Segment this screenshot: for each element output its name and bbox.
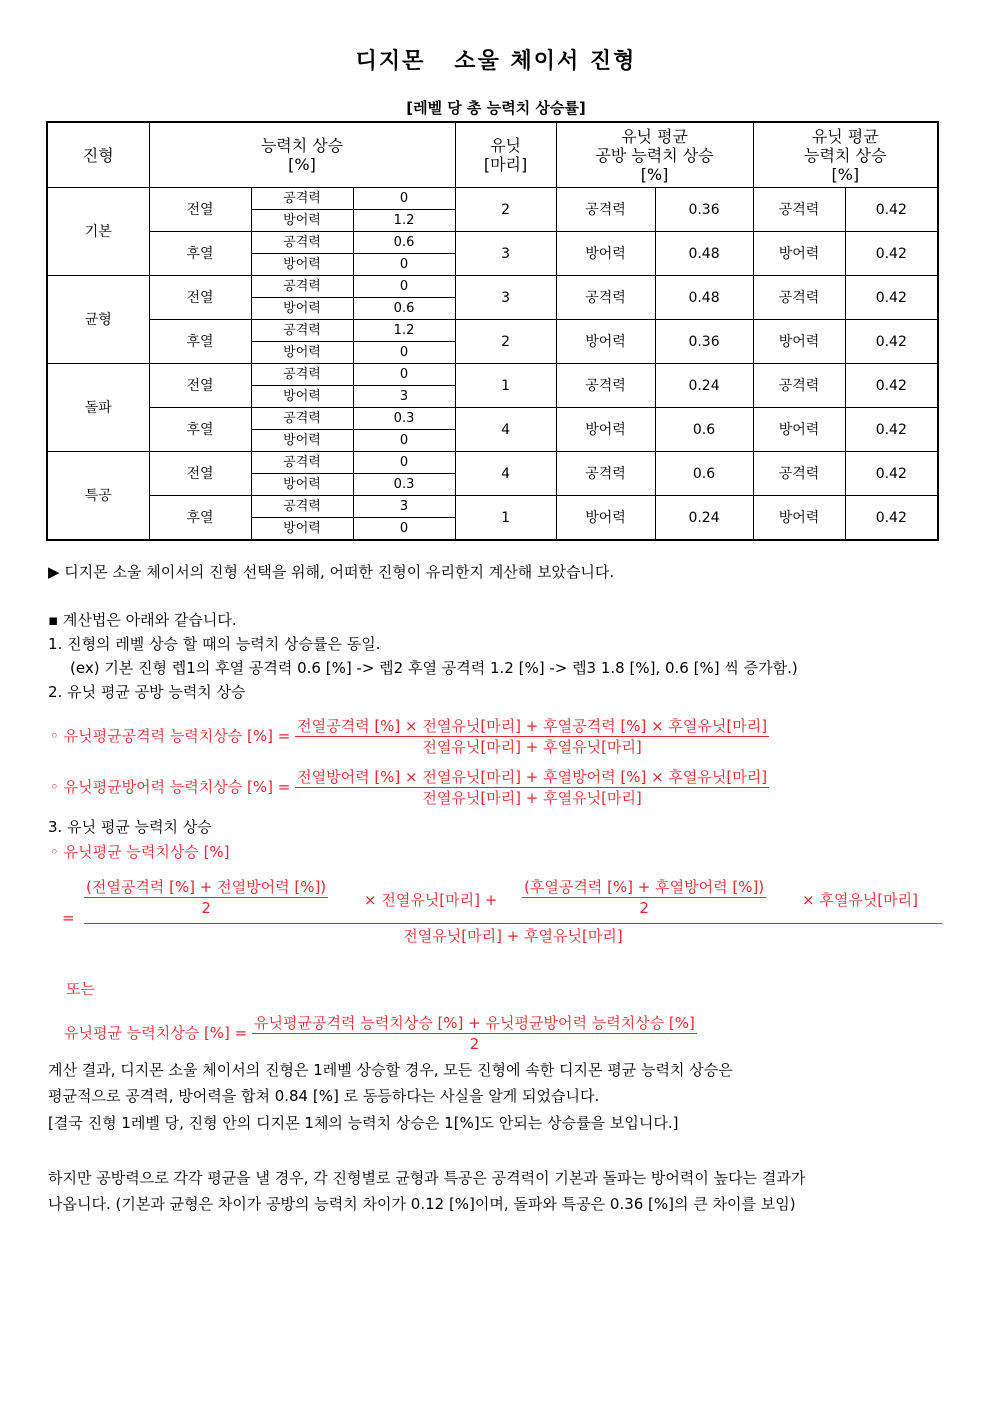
def-value-cell: 0 — [353, 430, 455, 452]
avg-label-cell: 공격력 — [556, 452, 655, 496]
def-label-cell: 방어력 — [251, 430, 353, 452]
atk-label-cell: 공격력 — [251, 496, 353, 518]
or-label: 또는 — [66, 980, 95, 998]
table-row — [47, 276, 938, 298]
atk-value-cell: 0 — [353, 452, 455, 474]
formula-avg-def — [50, 767, 769, 808]
stat-label-cell: 방어력 — [753, 320, 845, 364]
atk-value-cell: 1.2 — [353, 320, 455, 342]
front-sub-denominator: 2 — [201, 899, 211, 917]
back-sub-numerator: (후열공격력 [%] + 후열방어력 [%]) — [524, 878, 765, 896]
stat-value-cell: 0.42 — [845, 496, 938, 541]
conclusion-line-3: [결국 진형 1레벨 당, 진형 안의 디지몬 1체의 능력치 상승은 1[%]도 안되는 상승률을 보입니다.] — [48, 1114, 679, 1132]
conclusion-line-2: 평균적으로 공격력, 방어력을 합쳐 0.84 [%] 로 동등하다는 사실을 알게 되었습니다. — [48, 1087, 600, 1105]
avg-value-cell: 0.48 — [655, 276, 753, 320]
front-sub-numerator: (전열공격력 [%] + 전열방어력 [%]) — [86, 878, 327, 896]
stat-label-cell: 공격력 — [753, 364, 845, 408]
avg-value-cell: 0.48 — [655, 232, 753, 276]
table-row — [47, 452, 938, 474]
position-cell: 전열 — [149, 188, 251, 232]
def-value-cell: 0 — [353, 342, 455, 364]
atk-value-cell: 0 — [353, 276, 455, 298]
notes-section — [48, 560, 948, 704]
def-label-cell: 방어력 — [251, 386, 353, 408]
position-cell: 전열 — [149, 276, 251, 320]
formula-alt-lhs: 유닛평균 능력치상승 [%] = — [64, 1024, 248, 1042]
table-row — [47, 364, 938, 386]
atk-value-cell: 0.3 — [353, 408, 455, 430]
avg-value-cell: 0.6 — [655, 408, 753, 452]
conclusion-line-1: 계산 결과, 디지몬 소울 체이서의 진형은 1레벨 상승할 경우, 모든 진형에 속한 디지몬 평균 능력치 상승은 — [48, 1061, 733, 1079]
conclusion-line-5: 나옵니다. (기본과 균형은 차이가 공방의 능력치 차이가 0.12 [%]이며, 돌파와 특공은 0.36 [%]의 큰 차이를 보임) — [48, 1195, 796, 1213]
stat-value-cell: 0.42 — [845, 452, 938, 496]
formula-big-fraction — [84, 877, 942, 948]
avg-label-cell: 공격력 — [556, 188, 655, 232]
atk-label-cell: 공격력 — [251, 320, 353, 342]
table-row — [47, 496, 938, 518]
units-cell: 4 — [455, 452, 556, 496]
stat-value-cell: 0.42 — [845, 188, 938, 232]
def-label-cell: 방어력 — [251, 254, 353, 276]
position-cell: 후열 — [149, 496, 251, 541]
big-numerator — [84, 877, 942, 924]
formula-alt-fraction — [252, 1013, 697, 1054]
formula-atk-fraction — [295, 716, 769, 757]
formula-atk-denominator: 전열유닛[마리] + 후열유닛[마리] — [422, 738, 642, 756]
table-row — [47, 320, 938, 342]
stat-label-cell: 방어력 — [753, 232, 845, 276]
formula-atk-numerator: 전열공격력 [%] × 전열유닛[마리] + 후열공격력 [%] × 후열유닛[마리] — [297, 717, 768, 735]
formation-table — [46, 121, 939, 541]
units-cell: 2 — [455, 188, 556, 232]
atk-value-cell: 0 — [353, 364, 455, 386]
atk-value-cell: 0.6 — [353, 232, 455, 254]
table-body — [47, 188, 938, 541]
avg-label-cell: 공격력 — [556, 364, 655, 408]
stat-label-cell: 방어력 — [753, 496, 845, 541]
units-cell: 3 — [455, 232, 556, 276]
formula-def-numerator: 전열방어력 [%] × 전열유닛[마리] + 후열방어력 [%] × 후열유닛[마리] — [297, 768, 768, 786]
item-1-example: (ex) 기본 진형 렙1의 후열 공격력 0.6 [%] -> 렙2 후열 공격력 1.2 [%] -> 렙3 1.8 [%], 0.6 [%] 씩 증가함.) — [70, 659, 798, 677]
def-value-cell: 3 — [353, 386, 455, 408]
avg-value-cell: 0.24 — [655, 496, 753, 541]
conclusion-line-4: 하지만 공방력으로 각각 평균을 낼 경우, 각 진형별로 균형과 특공은 공격력이 기본과 돌파는 방어력이 높다는 결과가 — [48, 1169, 806, 1187]
item-1: 1. 진형의 레벨 상승 할 때의 능력치 상승률은 동일. — [48, 635, 381, 653]
header-stat-up: 능력치 상승 [%] — [149, 122, 455, 188]
formation-name: 균형 — [47, 276, 149, 364]
def-label-cell: 방어력 — [251, 298, 353, 320]
method-note: ▪ 계산법은 아래와 같습니다. — [48, 611, 237, 629]
page-title: 디지몬 소울 체이서 진형 — [355, 49, 637, 74]
units-cell: 2 — [455, 320, 556, 364]
avg-label-cell: 방어력 — [556, 232, 655, 276]
atk-label-cell: 공격력 — [251, 188, 353, 210]
formula-alt-denominator: 2 — [469, 1035, 480, 1053]
avg-label-cell: 방어력 — [556, 408, 655, 452]
position-cell: 후열 — [149, 408, 251, 452]
formation-name: 기본 — [47, 188, 149, 276]
avg-label-cell: 방어력 — [556, 496, 655, 541]
front-sub-fraction — [84, 877, 328, 918]
header-units: 유닛 [마리] — [455, 122, 556, 188]
def-label-cell: 방어력 — [251, 474, 353, 496]
avg-label-cell: 방어력 — [556, 320, 655, 364]
formation-name: 돌파 — [47, 364, 149, 452]
table-row — [47, 232, 938, 254]
units-cell: 1 — [455, 364, 556, 408]
def-label-cell: 방어력 — [251, 342, 353, 364]
atk-value-cell: 3 — [353, 496, 455, 518]
item-3: 3. 유닛 평균 능력치 상승 — [48, 818, 212, 836]
position-cell: 후열 — [149, 232, 251, 276]
position-cell: 후열 — [149, 320, 251, 364]
table-row — [47, 408, 938, 430]
formula-def-denominator: 전열유닛[마리] + 후열유닛[마리] — [422, 789, 642, 807]
back-sub-denominator: 2 — [639, 899, 649, 917]
stat-value-cell: 0.42 — [845, 320, 938, 364]
atk-value-cell: 0 — [353, 188, 455, 210]
formula-avg-atk — [50, 716, 769, 757]
table-row — [47, 188, 938, 210]
def-value-cell: 0 — [353, 518, 455, 541]
def-value-cell: 0.3 — [353, 474, 455, 496]
atk-label-cell: 공격력 — [251, 232, 353, 254]
stat-value-cell: 0.42 — [845, 408, 938, 452]
stat-value-cell: 0.42 — [845, 364, 938, 408]
units-cell: 1 — [455, 496, 556, 541]
table-caption: [레벨 당 총 능력치 상승률] — [406, 99, 586, 117]
formula-alt-numerator: 유닛평균공격력 능력치상승 [%] + 유닛평균방어력 능력치상승 [%] — [254, 1014, 695, 1032]
header-avg-stat: 유닛 평균 능력치 상승 [%] — [753, 122, 938, 188]
big-denominator: 전열유닛[마리] + 후열유닛[마리] — [403, 927, 623, 945]
def-value-cell: 0 — [353, 254, 455, 276]
stat-label-cell: 방어력 — [753, 408, 845, 452]
position-cell: 전열 — [149, 364, 251, 408]
header-formation: 진형 — [47, 122, 149, 188]
avg-value-cell: 0.24 — [655, 364, 753, 408]
intro-note: ▶ 디지몬 소울 체이서의 진형 선택을 위해, 어떠한 진형이 유리한지 계산해 보았습니다. — [48, 563, 615, 581]
avg-label-cell: 공격력 — [556, 276, 655, 320]
formula-def-lhs: ◦ 유닛평균방어력 능력치상승 [%] = — [50, 778, 291, 796]
atk-label-cell: 공격력 — [251, 364, 353, 386]
atk-label-cell: 공격력 — [251, 276, 353, 298]
def-label-cell: 방어력 — [251, 210, 353, 232]
atk-label-cell: 공격력 — [251, 408, 353, 430]
header-avg-atk-def: 유닛 평균 공방 능력치 상승 [%] — [556, 122, 753, 188]
avg-value-cell: 0.36 — [655, 320, 753, 364]
back-multiplier: × 후열유닛[마리] — [802, 891, 918, 909]
units-cell: 4 — [455, 408, 556, 452]
stat-label-cell: 공격력 — [753, 188, 845, 232]
stat-value-cell: 0.42 — [845, 276, 938, 320]
def-label-cell: 방어력 — [251, 518, 353, 541]
formula-def-fraction — [295, 767, 769, 808]
formula-atk-lhs: ◦ 유닛평균공격력 능력치상승 [%] = — [50, 727, 291, 745]
def-value-cell: 0.6 — [353, 298, 455, 320]
units-cell: 3 — [455, 276, 556, 320]
stat-label-cell: 공격력 — [753, 452, 845, 496]
stat-value-cell: 0.42 — [845, 232, 938, 276]
formula-avg-stat-label: ◦ 유닛평균 능력치상승 [%] — [50, 843, 230, 861]
front-multiplier: × 전열유닛[마리] + — [364, 891, 498, 909]
formation-name: 특공 — [47, 452, 149, 541]
item-2: 2. 유닛 평균 공방 능력치 상승 — [48, 683, 246, 701]
stat-label-cell: 공격력 — [753, 276, 845, 320]
atk-label-cell: 공격력 — [251, 452, 353, 474]
avg-value-cell: 0.6 — [655, 452, 753, 496]
formula-equals: = — [62, 909, 75, 927]
def-value-cell: 1.2 — [353, 210, 455, 232]
avg-value-cell: 0.36 — [655, 188, 753, 232]
position-cell: 전열 — [149, 452, 251, 496]
back-sub-fraction — [522, 877, 766, 918]
formula-alt — [64, 1013, 697, 1054]
